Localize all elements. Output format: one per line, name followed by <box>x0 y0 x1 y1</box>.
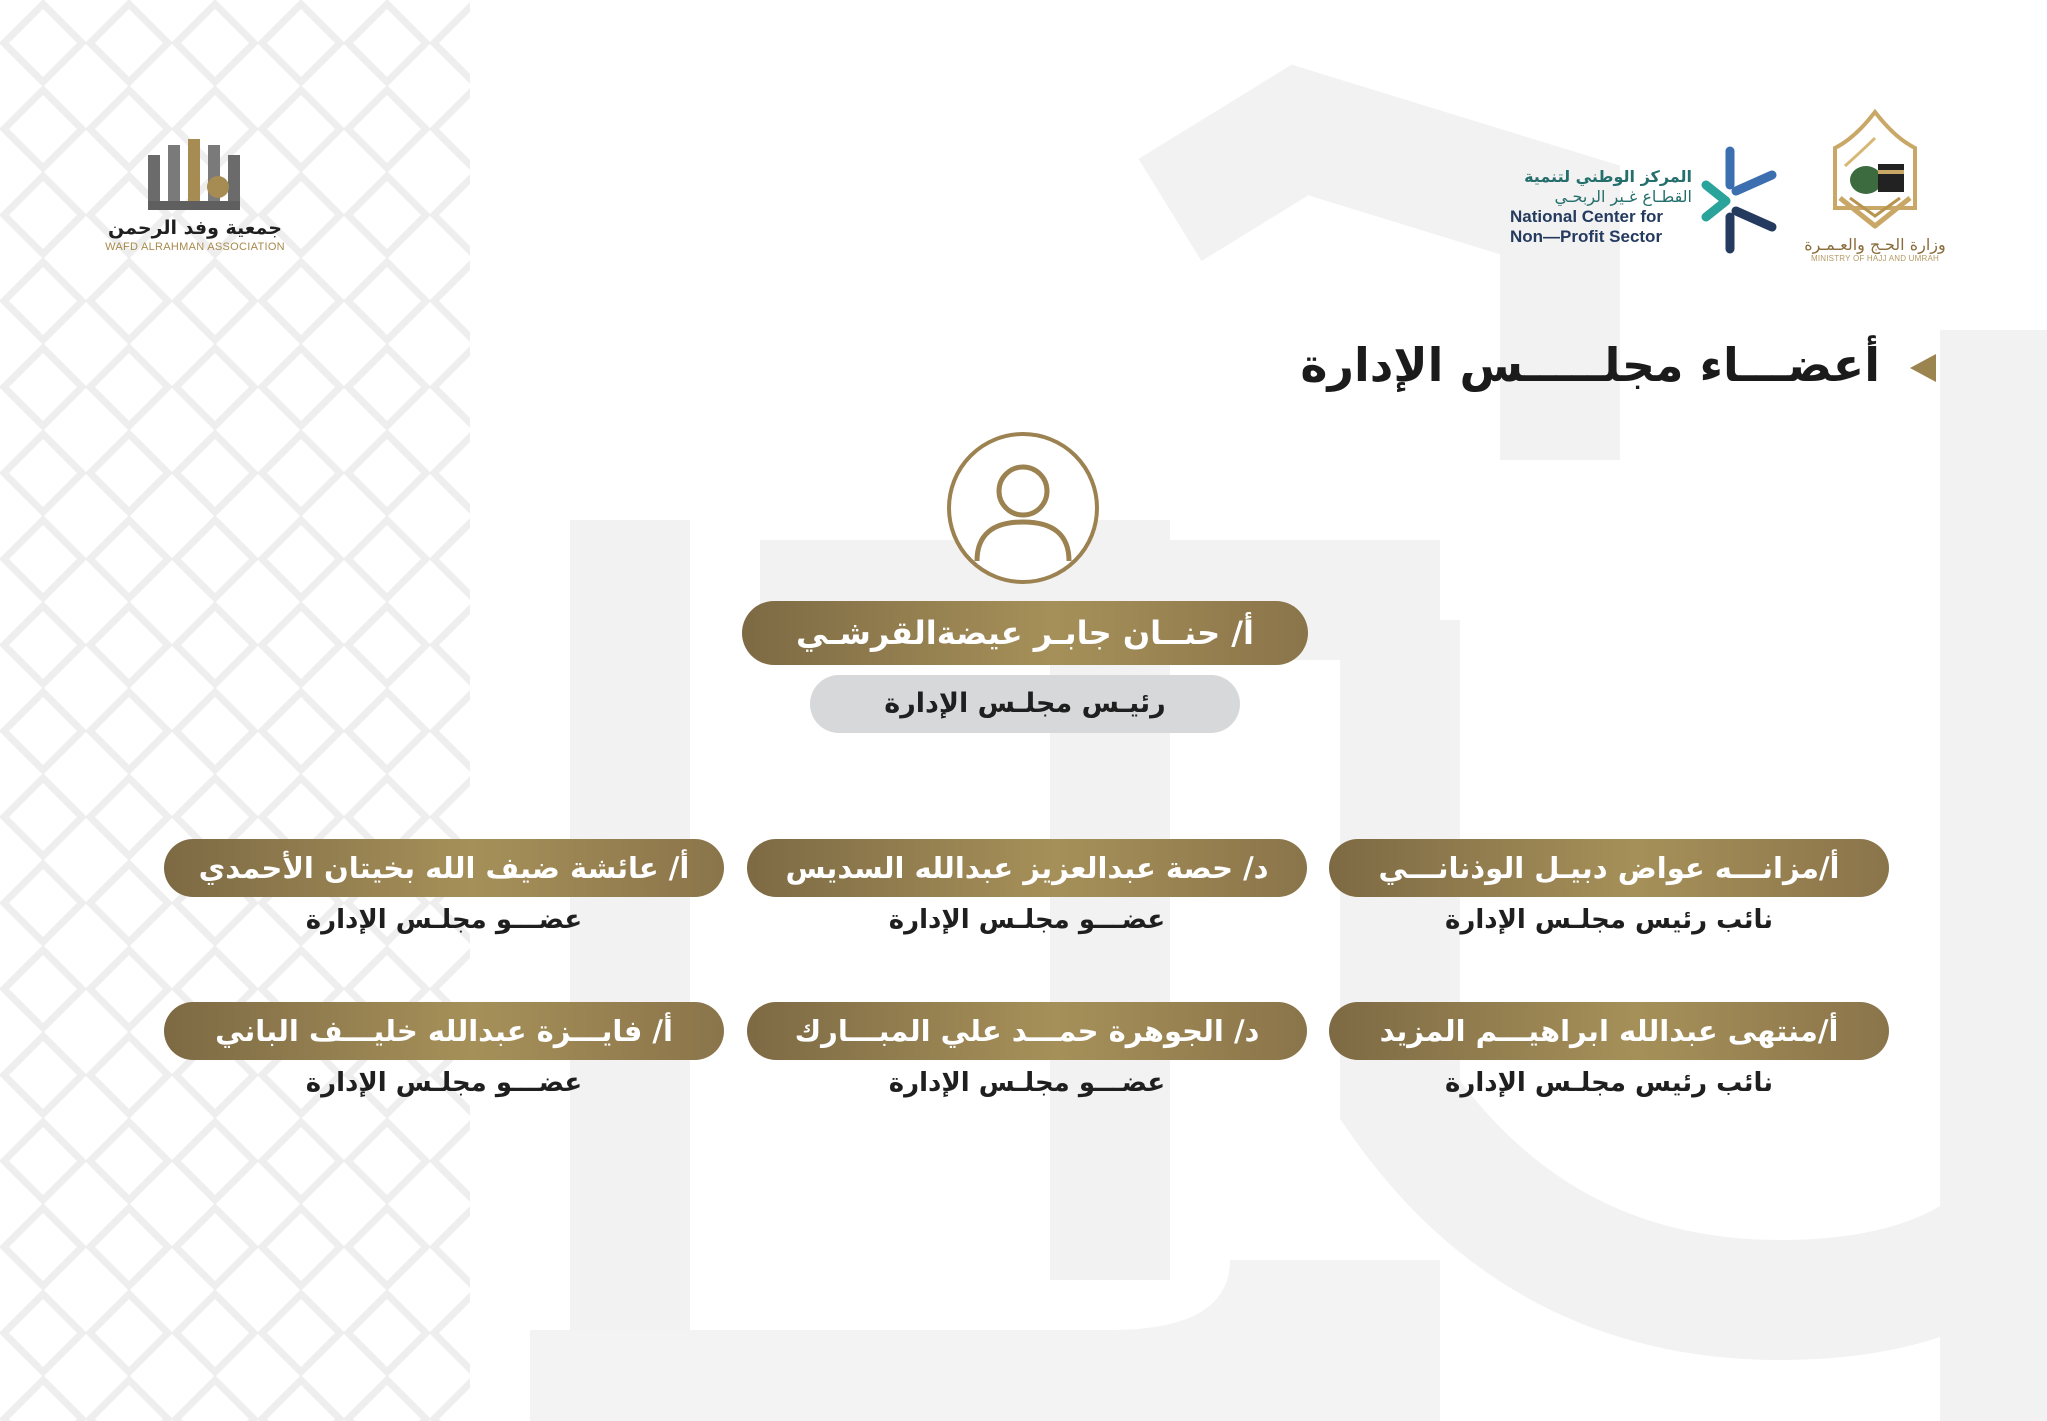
member-name-pill: أ/ عائشة ضيف الله بخيتان الأحمدي <box>164 839 724 897</box>
member-role: عضـــو مجلـس الإدارة <box>888 1068 1166 1098</box>
chair-name-pill: أ/ حنــان جابـر عيضةالقرشـي <box>742 601 1308 665</box>
chair-role-pill: رئيـس مجلـس الإدارة <box>810 675 1240 733</box>
member-name-pill: أ/منتهى عبدالله ابراهيـــم المزيد <box>1329 1002 1889 1060</box>
ministry-hajj-umrah-logo <box>1795 108 1955 273</box>
ministry-arabic-name: وزارة الحـج والعـمـرة <box>1804 235 1946 254</box>
user-circle-icon <box>947 432 1099 584</box>
ncnp-arabic-line-2: القطـاع غـير الربحـي <box>1554 187 1692 206</box>
member-name-pill: د/ حصة عبدالعزيز عبدالله السديس <box>747 839 1307 897</box>
ncnp-arabic-line-1: المركز الوطني لتنمية <box>1524 167 1692 186</box>
member-name-pill: أ/ فايـــزة عبدالله خليـــف الباني <box>164 1002 724 1060</box>
ministry-logo-mark-icon <box>1820 108 1930 233</box>
page-title: أعضـــاء مجلـــــس الإدارة <box>1300 338 1880 392</box>
ncnp-logo <box>1510 145 1780 260</box>
member-name-pill: د/ الجوهرة حمـــد علي المبـــارك <box>747 1002 1307 1060</box>
member-name-pill: أ/مزانـــه عواض دبيـل الوذنانـــي <box>1329 839 1889 897</box>
wafd-logo-arabic-name: جمعية وفد الرحمن <box>108 217 282 239</box>
wafd-alrahman-logo <box>100 135 290 275</box>
member-role: نائب رئيس مجلـس الإدارة <box>1445 905 1773 935</box>
wafd-logo-mark-icon <box>140 135 250 215</box>
ncnp-logo-mark-icon <box>1700 145 1780 255</box>
member-role: نائب رئيس مجلـس الإدارة <box>1445 1068 1773 1098</box>
member-role: عضـــو مجلـس الإدارة <box>305 905 583 935</box>
ncnp-english-line-1: National Center for <box>1510 207 1664 226</box>
member-role: عضـــو مجلـس الإدارة <box>305 1068 583 1098</box>
wafd-logo-english-name: WAFD ALRAHMAN ASSOCIATION <box>105 241 285 253</box>
ncnp-english-line-2: Non—Profit Sector <box>1510 227 1663 246</box>
member-role: عضـــو مجلـس الإدارة <box>888 905 1166 935</box>
ministry-english-name: MINISTRY OF HAJJ AND UMRAH <box>1810 254 1940 263</box>
triangle-left-icon <box>1910 354 1936 382</box>
